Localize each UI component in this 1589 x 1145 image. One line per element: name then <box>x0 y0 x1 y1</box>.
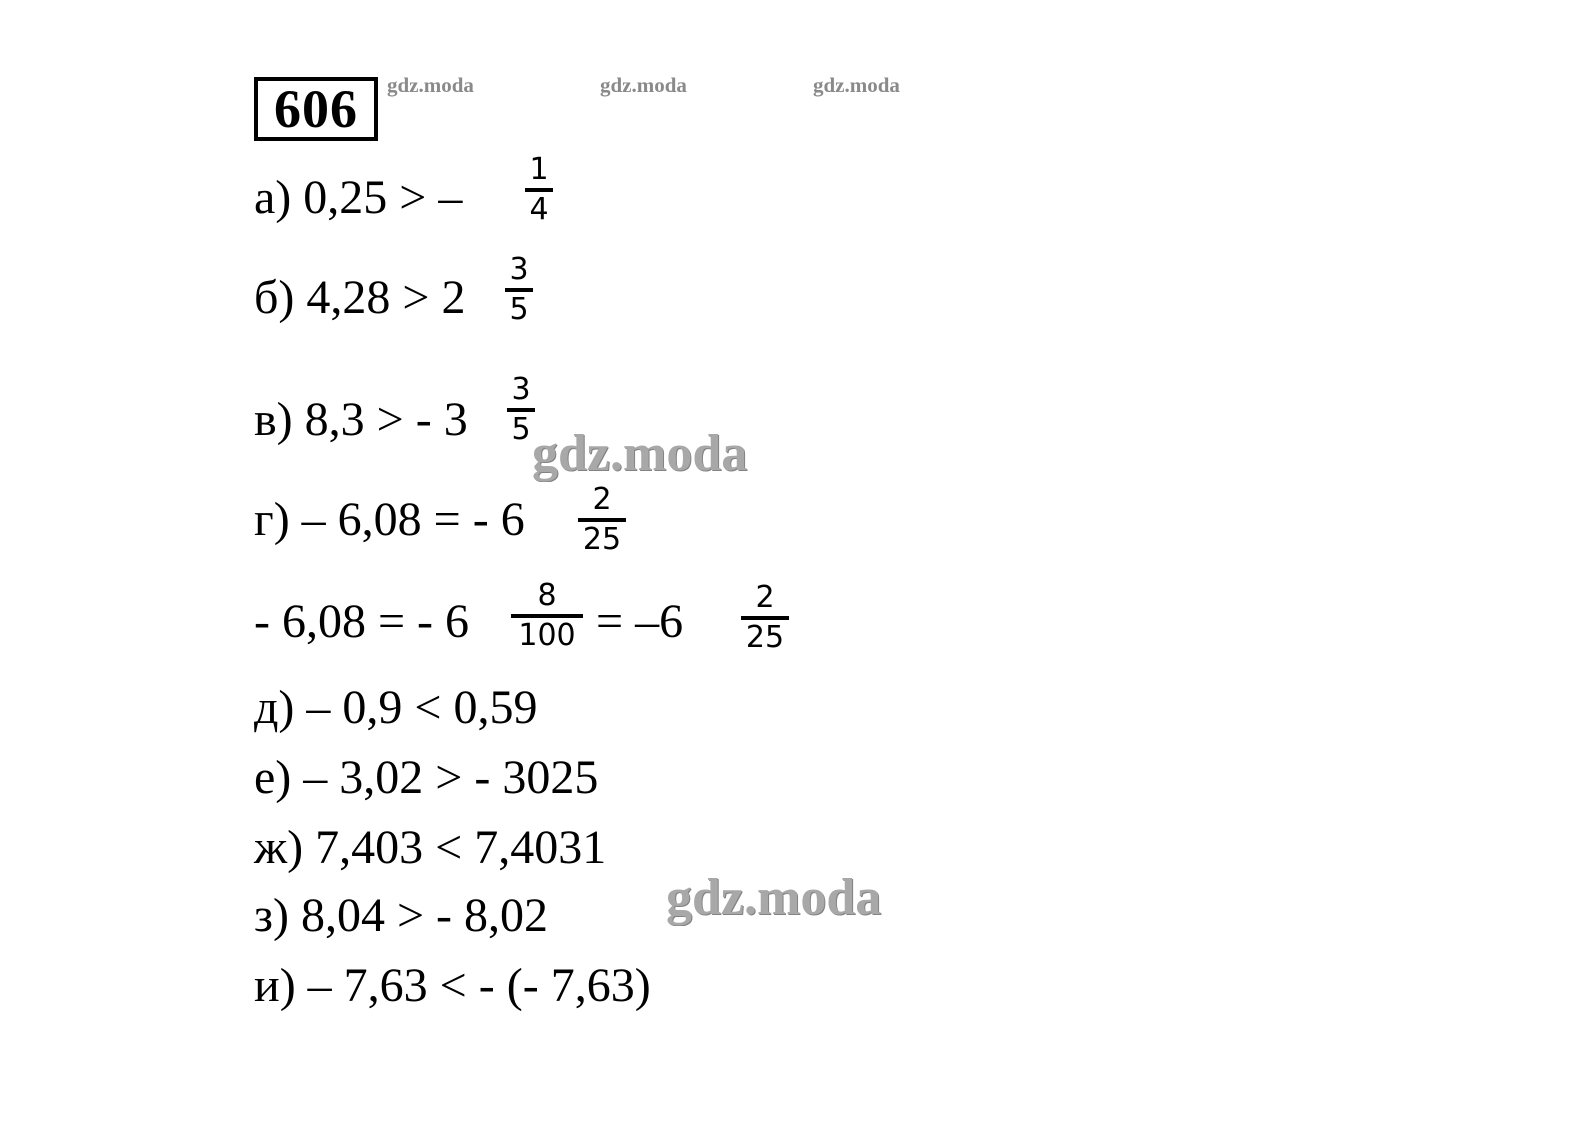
line-g2-text: - 6,08 = - 6 <box>254 595 470 648</box>
watermark-large-2: gdz.moda <box>666 869 882 926</box>
line-a-text: а) 0,25 > – <box>254 171 463 224</box>
line-d: д) – 0,9 < 0,59 <box>254 681 538 734</box>
fraction-g-numerator: 2 <box>592 482 612 517</box>
fraction-g2-1 <box>511 580 583 652</box>
fraction-g-denominator: 25 <box>582 522 622 557</box>
fraction-b <box>505 254 533 326</box>
line-e: е) – 3,02 > - 3025 <box>254 751 599 804</box>
line-v-text: в) 8,3 > - 3 <box>254 393 468 446</box>
problem-number: 606 <box>254 77 378 141</box>
fraction-a-denominator: 4 <box>529 192 549 227</box>
line-b <box>254 270 465 326</box>
watermark-small-1: gdz.moda <box>387 73 474 97</box>
fraction-v-denominator: 5 <box>511 412 531 447</box>
fraction-a-numerator: 1 <box>529 152 549 187</box>
line-z: з) 8,04 > - 8,02 <box>254 889 548 942</box>
line-zh: ж) 7,403 < 7,4031 <box>254 821 607 874</box>
line-b-text: б) 4,28 > 2 <box>254 271 466 324</box>
fraction-g2-2-denominator: 25 <box>745 620 785 655</box>
line-g <box>254 492 525 548</box>
fraction-a <box>525 154 553 226</box>
fraction-g2-2 <box>741 582 789 654</box>
fraction-g <box>578 484 626 556</box>
fraction-b-denominator: 5 <box>509 292 529 327</box>
fraction-g2-1-denominator: 100 <box>518 618 576 653</box>
line-a <box>254 170 462 226</box>
line-g2-mid <box>596 594 683 650</box>
fraction-g2-1-numerator: 8 <box>537 578 557 613</box>
fraction-v <box>507 374 535 446</box>
fraction-v-numerator: 3 <box>511 372 531 407</box>
fraction-b-numerator: 3 <box>509 252 529 287</box>
line-g2 <box>254 594 469 650</box>
line-i: и) – 7,63 < - (- 7,63) <box>254 959 651 1012</box>
line-g-text: г) – 6,08 = - 6 <box>254 493 525 546</box>
watermark-small-3: gdz.moda <box>813 73 900 97</box>
line-v <box>254 392 468 448</box>
watermark-large-1: gdz.moda <box>532 425 748 482</box>
watermark-small-2: gdz.moda <box>600 73 687 97</box>
fraction-g2-2-numerator: 2 <box>755 580 775 615</box>
line-g2-mid-text: = –6 <box>596 595 684 648</box>
